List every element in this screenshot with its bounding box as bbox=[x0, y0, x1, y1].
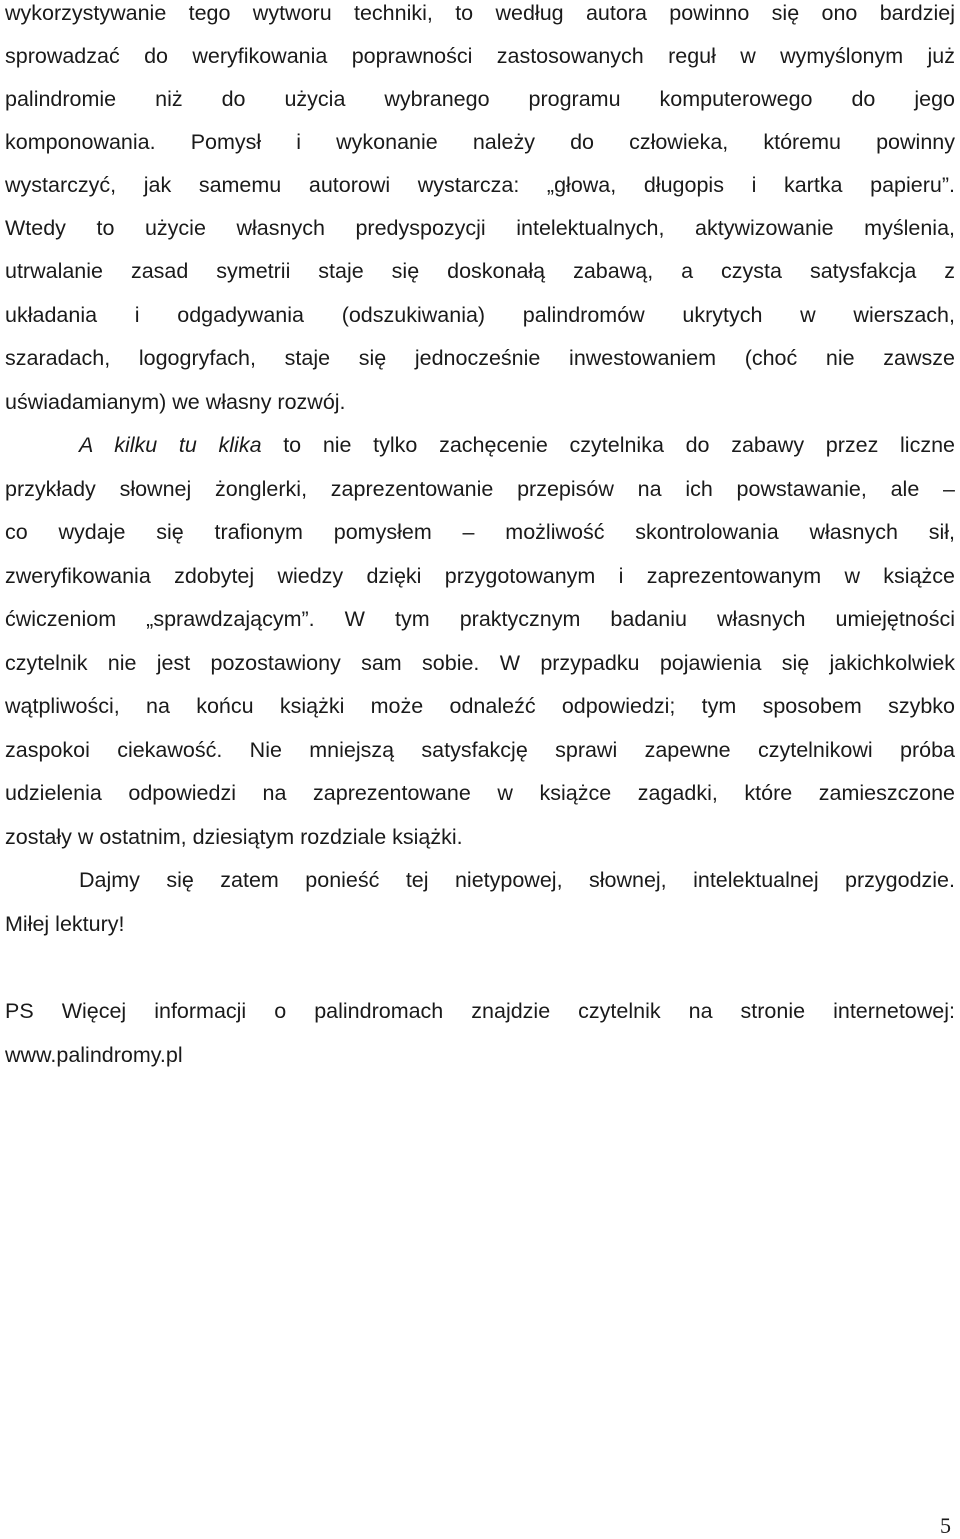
text-line bbox=[5, 432, 955, 458]
text-line: wystarczyć, jak samemu autorowi wystarcza: „głowa, długopis i kartka papieru”. bbox=[5, 173, 955, 197]
ps-line: PS Więcej informacji o palindromach znajdzie czytelnik na stronie internetowej: bbox=[5, 999, 955, 1023]
text-line: wątpliwości, na końcu książki może odnaleźć odpowiedzi; tym sposobem szybko bbox=[5, 694, 955, 718]
text-line: komponowania. Pomysł i wykonanie należy do człowieka, któremu powinny bbox=[5, 130, 955, 154]
text-line: Miłej lektury! bbox=[5, 912, 125, 936]
text-line: zaspokoi ciekawość. Nie mniejszą satysfakcję sprawi zapewne czytelnikowi próba bbox=[5, 738, 955, 762]
text-line: szaradach, logogryfach, staje się jednocześnie inwestowaniem (choć nie zawsze bbox=[5, 346, 955, 370]
text-line: przykłady słownej żonglerki, zaprezentowanie przepisów na ich powstawanie, ale – bbox=[5, 477, 955, 501]
text-line: uświadamianym) we własny rozwój. bbox=[5, 390, 346, 414]
text-line: ćwiczeniom „sprawdzającym”. W tym praktycznym badaniu własnych umiejętności bbox=[5, 607, 955, 631]
text-line: zweryfikowania zdobytej wiedzy dzięki przygotowanym i zaprezentowanym w książce bbox=[5, 564, 955, 588]
text-line: udzielenia odpowiedzi na zaprezentowane w książce zagadki, które zamieszczone bbox=[5, 781, 955, 805]
page-number: 5 bbox=[940, 1513, 951, 1538]
text-line: co wydaje się trafionym pomysłem – możliwość skontrolowania własnych sił, bbox=[5, 520, 955, 544]
text-line: palindromie niż do użycia wybranego programu komputerowego do jego bbox=[5, 87, 955, 111]
text-line: układania i odgadywania (odszukiwania) palindromów ukrytych w wierszach, bbox=[5, 303, 955, 327]
text-line: Wtedy to użycie własnych predyspozycji intelektualnych, aktywizowanie myślenia, bbox=[5, 216, 955, 240]
text-line: zostały w ostatnim, dziesiątym rozdziale książki. bbox=[5, 825, 463, 849]
text-fragment: to nie tylko zachęcenie czytelnika do zabawy przez liczne bbox=[261, 433, 955, 457]
book-title-italic: A kilku tu klika bbox=[79, 433, 262, 457]
text-line: wykorzystywanie tego wytworu techniki, to według autora powinno się ono bardziej bbox=[5, 1, 955, 25]
text-line: czytelnik nie jest pozostawiony sam sobie. W przypadku pojawienia się jakichkolwiek bbox=[5, 651, 955, 675]
text-line: utrwalanie zasad symetrii staje się doskonałą zabawą, a czysta satysfakcja z bbox=[5, 259, 955, 283]
text-line: Dajmy się zatem ponieść tej nietypowej, słownej, intelektualnej przygodzie. bbox=[79, 868, 955, 892]
text-line: sprowadzać do weryfikowania poprawności zastosowanych reguł w wymyślonym już bbox=[5, 44, 955, 68]
website-url: www.palindromy.pl bbox=[5, 1043, 183, 1067]
